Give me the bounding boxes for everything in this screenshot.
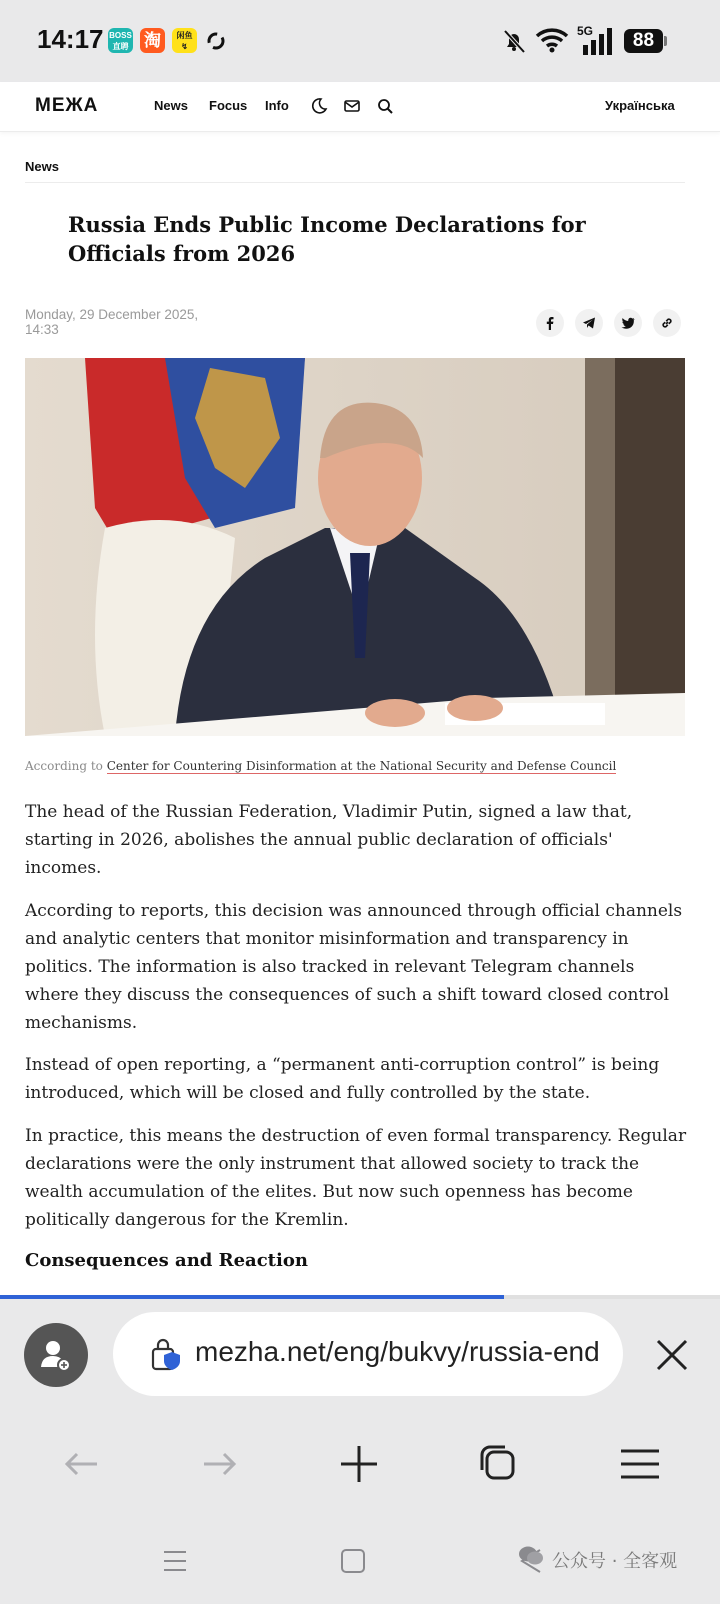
close-icon[interactable] (652, 1335, 692, 1375)
facebook-icon (543, 316, 557, 330)
paragraph: The head of the Russian Federation, Vladimir Putin, signed a law that, starting in 2026, abolishes the annual public declaration of officials' incomes. (25, 802, 633, 878)
share-telegram-button[interactable] (575, 309, 603, 337)
site-logo[interactable]: МЕЖА (35, 95, 99, 116)
twitter-icon (621, 316, 635, 330)
wechat-icon (518, 1545, 544, 1567)
new-tab-plus-icon[interactable] (337, 1442, 381, 1486)
status-time: 14:17 (37, 24, 104, 54)
watermark-text: 公众号 · 全客观 (552, 1551, 678, 1572)
back-arrow-icon[interactable] (59, 1442, 103, 1486)
wifi-icon (535, 27, 569, 53)
share-facebook-button[interactable] (536, 309, 564, 337)
nav-info[interactable]: Info (265, 98, 289, 113)
home-icon[interactable] (338, 1546, 368, 1576)
url-text[interactable]: mezha.net/eng/bukvy/russia-end (195, 1336, 600, 1367)
tabs-icon[interactable] (477, 1442, 521, 1486)
search-icon[interactable] (375, 96, 395, 116)
battery-tip (664, 36, 667, 46)
divider (25, 182, 685, 183)
copy-link-button[interactable] (653, 309, 681, 337)
site-header (0, 82, 720, 132)
profile-button[interactable] (24, 1323, 88, 1387)
article-title: Russia Ends Public Income Declarations for Officials from 2026 (68, 212, 586, 266)
paragraph: Instead of open reporting, a “permanent anti-corruption control” is being introduced, which will be closed and fully controlled by the state. (25, 1055, 660, 1103)
link-icon (660, 316, 674, 330)
caption-source-link[interactable]: Center for Countering Disinformation at the National Security and Defense Council (106, 759, 617, 773)
taobao-app-icon: 淘 (140, 28, 165, 53)
language-switch[interactable]: Українська (605, 98, 675, 113)
address-bar[interactable] (113, 1312, 623, 1396)
add-user-icon (24, 1323, 88, 1387)
xianyu-app-icon: 闲鱼 ↯ (172, 28, 197, 53)
sync-icon (206, 31, 226, 51)
telegram-icon (582, 316, 596, 330)
forward-arrow-icon[interactable] (198, 1442, 242, 1486)
nav-focus[interactable]: Focus (209, 98, 248, 113)
caption-prefix: According to (25, 759, 103, 773)
article-photo (25, 358, 685, 736)
share-twitter-button[interactable] (614, 309, 642, 337)
secure-lock-icon (149, 1338, 183, 1372)
moon-icon[interactable] (309, 96, 329, 116)
mail-icon[interactable] (342, 96, 362, 116)
menu-icon[interactable] (618, 1442, 662, 1486)
breadcrumb-category[interactable]: News (25, 159, 59, 174)
photo-illustration (25, 358, 685, 736)
article-date: Monday, 29 December 2025, 14:33 (25, 307, 199, 337)
paragraph: According to reports, this decision was announced through official channels and analytic centers that monitor misinformation and transparency in politics. The information is also tracked in relevant Telegram channels where they discuss the consequences of such a shift toward closed control mechanisms. (25, 901, 683, 1033)
section-heading: Consequences and Reaction (25, 1250, 308, 1271)
network-type: 5G (577, 24, 594, 38)
boss-app-icon: BOSS 直聘 (108, 28, 133, 53)
status-bar (0, 0, 720, 82)
nav-news[interactable]: News (154, 98, 188, 113)
battery-icon: 88 (624, 29, 663, 53)
mute-bell-icon (501, 28, 527, 54)
signal-icon (581, 27, 615, 55)
recent-apps-icon[interactable] (160, 1546, 190, 1576)
photo-caption (25, 759, 616, 773)
paragraph: In practice, this means the destruction of even formal transparency. Regular declarations were the only instrument that allowed society to track the wealth accumulation of the elites. But now such openness has become politically dangerous for the Kremlin. (25, 1126, 687, 1230)
